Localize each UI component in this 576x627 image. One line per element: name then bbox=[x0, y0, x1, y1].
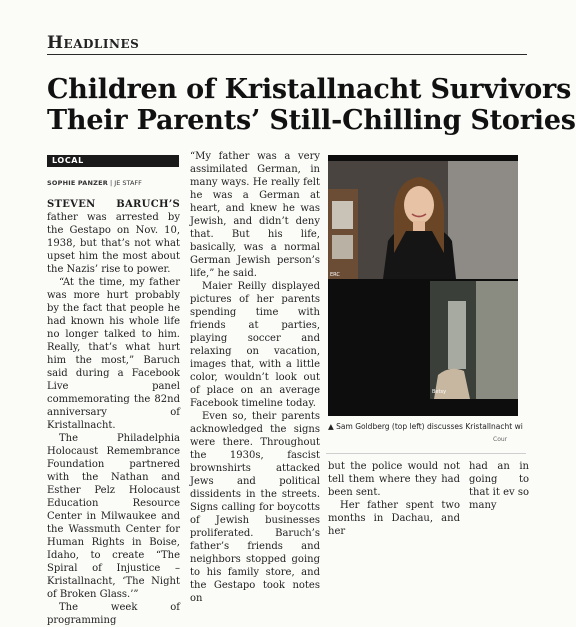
paragraph: but the police would not tell them where they had been sent. bbox=[328, 461, 460, 498]
byline-author: SOPHIE PANZER bbox=[47, 179, 108, 187]
byline-outlet: | JE STAFF bbox=[110, 179, 142, 187]
paragraph: Maier Reilly displayed pictures of her parents spending time with friends at parties, playing soccer and relaxing on vacation, images that, with a little color, wouldn’t look out of place on an average Facebook timeline today. bbox=[190, 281, 320, 409]
paragraph: Her father spent two months in Dachau, and her bbox=[328, 500, 460, 537]
paragraph: “At the time, my father was more hurt probably by the fact that people he had known his whole life no longer talked to him. Really, that’s what hurt him the most,” Baruch said during a Facebook Live panel commemorating the 82nd anniversary of Kristallnacht. bbox=[47, 277, 180, 431]
photo-credit: Cour bbox=[493, 436, 508, 443]
caption-divider bbox=[326, 453, 526, 454]
article-headline bbox=[47, 74, 576, 136]
tile-label-small: Betsy bbox=[432, 389, 447, 395]
article-column-3 bbox=[328, 460, 460, 538]
article-column-2 bbox=[190, 150, 320, 605]
paragraph: The Philadelphia Holocaust Remembrance Foundation partnered with the Nathan and Esther Pelz Holocaust Education Resource Center in Milwaukee and the Wassmuth Center for Human Rights in Boise, Idaho, to create “The Spiral of Injustice – Kristallnacht, ‘The Night of Broken Glass.’” bbox=[47, 433, 180, 600]
paragraph: had an in going to that it ev so many bbox=[469, 461, 529, 511]
byline bbox=[47, 179, 142, 187]
section-heading: Headlines bbox=[47, 33, 140, 53]
section-rule bbox=[47, 54, 527, 55]
article-column-4 bbox=[469, 460, 529, 512]
participant-image-small bbox=[430, 281, 518, 399]
tile-label-left: ERC bbox=[330, 272, 340, 278]
video-tile-top bbox=[328, 161, 518, 279]
paragraph bbox=[47, 198, 180, 276]
lead-text: father was arrested by the Gestapo on Nov. 10, 1938, but that’s not what upset him the most about the Nazis’ rise to power. bbox=[47, 212, 180, 275]
headline-line-1: Children of Kristallnacht Survivors bbox=[47, 74, 572, 105]
section-kicker: LOCAL bbox=[47, 155, 179, 167]
headline-line-2: Their Parents’ Still-Chilling Stories bbox=[47, 105, 576, 136]
participant-image-top bbox=[328, 161, 518, 279]
paragraph: Even so, their parents acknowledged the signs were there. Throughout the 1930s, fascist brownshirts attacked Jews and political dissidents in the streets. Signs calling for boycotts of Jewish businesses proliferated. Baruch’s father’s friends and neighbors stopped going to his family store, and the Gestapo took notes on bbox=[190, 411, 320, 604]
paragraph: “My father was a very assimilated German, in many ways. He really felt he was a German at heart, and knew he was Jewish, and didn’t deny that. But his life, basically, was a normal German Jewish person’s life,” he said. bbox=[190, 151, 320, 279]
lead-in: STEVEN BARUCH’S bbox=[47, 199, 180, 210]
video-call-photo bbox=[328, 155, 518, 416]
article-column-1 bbox=[47, 198, 180, 627]
photo-caption: ▲ Sam Goldberg (top left) discusses Kristallnacht wi bbox=[328, 422, 523, 431]
paragraph: The week of programming bbox=[47, 602, 180, 626]
